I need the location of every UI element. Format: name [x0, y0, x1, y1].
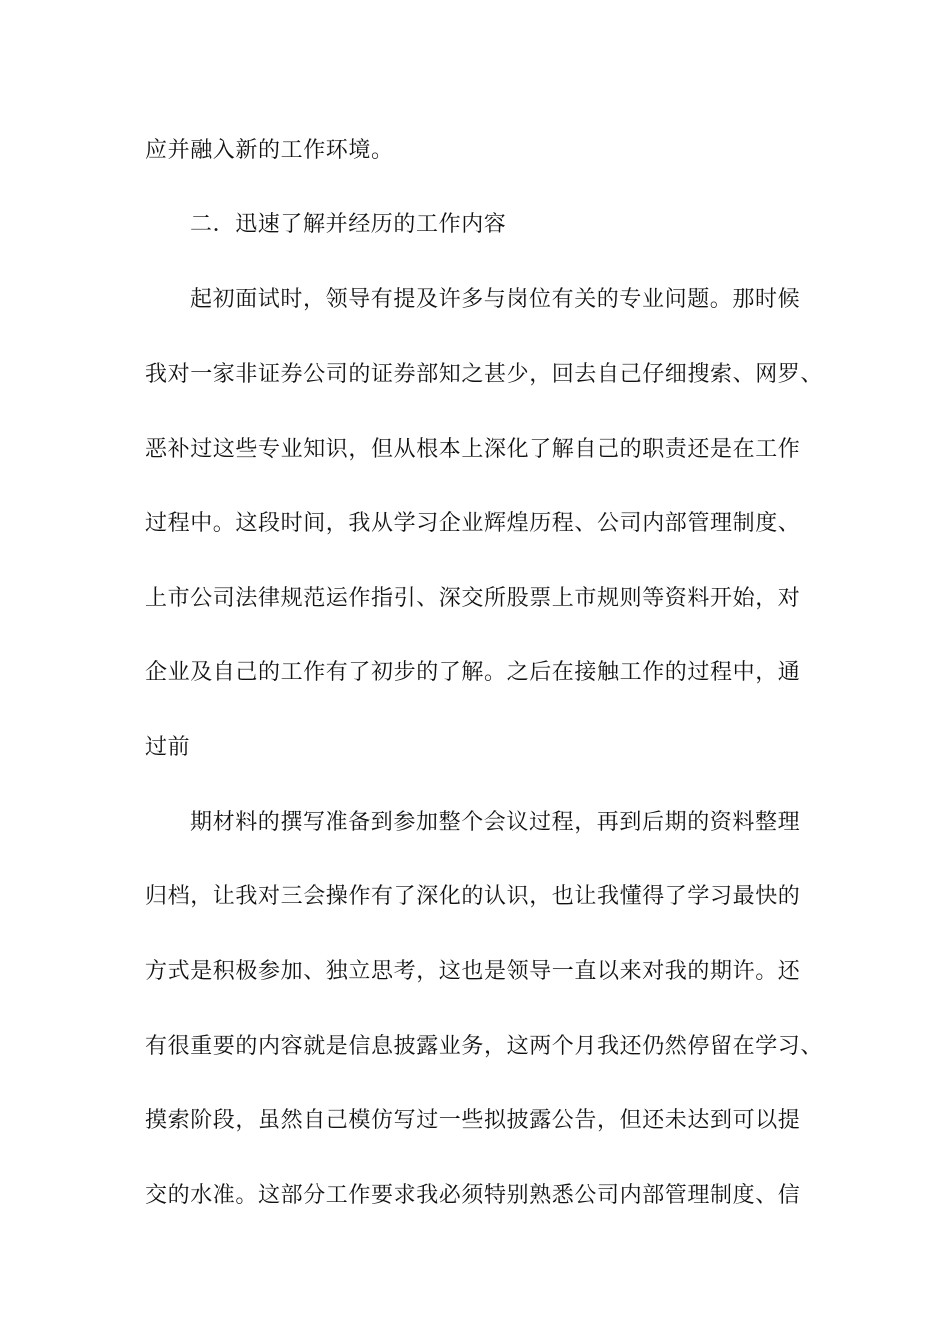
paragraph-line: 摸索阶段，虽然自己模仿写过一些拟披露公告，但还未达到可以提: [145, 1108, 801, 1133]
paragraph-line: 期材料的撰写准备到参加整个会议过程，再到后期的资料整理: [190, 810, 801, 835]
paragraph-line: 上市公司法律规范运作指引、深交所股票上市规则等资料开始，对: [145, 586, 801, 611]
paragraph-line: 过前: [145, 735, 191, 760]
paragraph-line: 有很重要的内容就是信息披露业务，这两个月我还仍然停留在学习、: [145, 1034, 824, 1059]
paragraph-line: 归档，让我对三会操作有了深化的认识，也让我懂得了学习最快的: [145, 884, 801, 909]
paragraph-line: 企业及自己的工作有了初步的了解。之后在接触工作的过程中，通: [145, 660, 801, 685]
section-heading: 二．迅速了解并经历的工作内容: [190, 212, 507, 237]
paragraph-line: 恶补过这些专业知识，但从根本上深化了解自己的职责还是在工作: [145, 437, 801, 462]
paragraph-line: 交的水准。这部分工作要求我必须特别熟悉公司内部管理制度、信: [145, 1183, 801, 1208]
paragraph-line: 方式是积极参加、独立思考，这也是领导一直以来对我的期许。还: [145, 959, 801, 984]
paragraph-line: 我对一家非证券公司的证券部知之甚少，回去自己仔细搜索、网罗、: [145, 362, 824, 387]
paragraph-line: 起初面试时，领导有提及许多与岗位有关的专业问题。那时候: [190, 287, 801, 312]
paragraph-line: 过程中。这段时间，我从学习企业辉煌历程、公司内部管理制度、: [145, 511, 801, 536]
paragraph-line: 应并融入新的工作环境。: [145, 138, 394, 163]
